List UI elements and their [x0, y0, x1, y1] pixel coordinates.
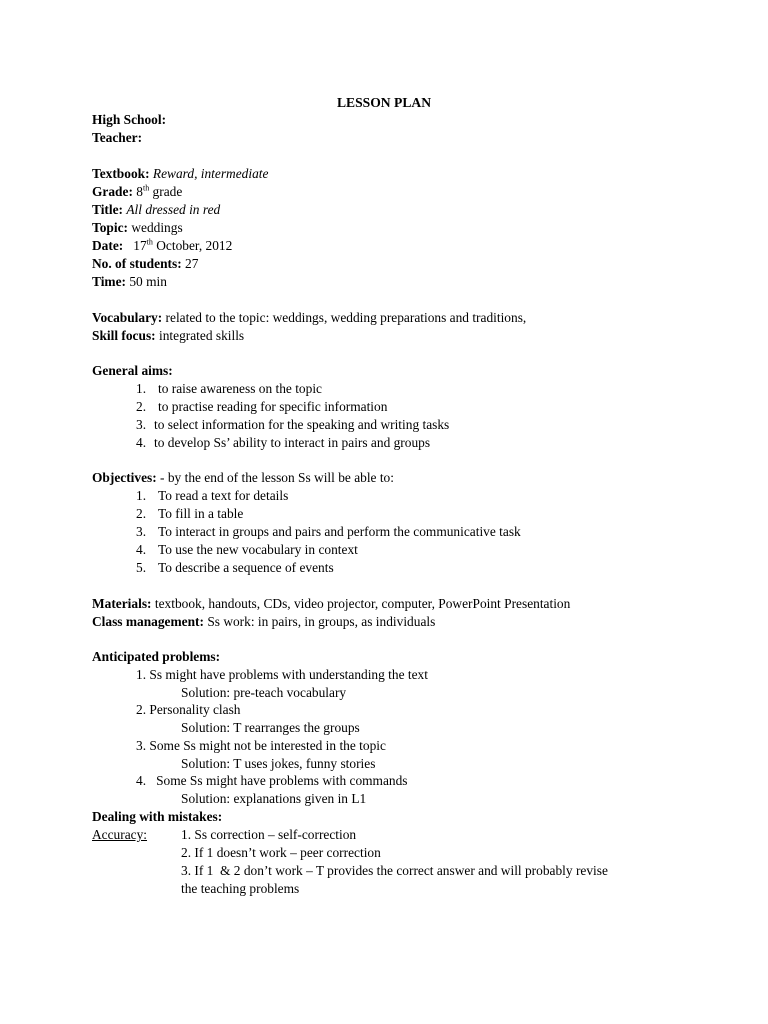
- objective-text: To read a text for details: [158, 488, 289, 503]
- class-management-label: Class management:: [92, 614, 204, 629]
- aim-text: to select information for the speaking and writing tasks: [154, 417, 450, 432]
- mistakes-label: Dealing with mistakes:: [92, 809, 223, 824]
- topic-line: [92, 219, 183, 237]
- skill-focus-label: Skill focus:: [92, 328, 156, 343]
- materials-label: Materials:: [92, 596, 152, 611]
- teacher-label: Teacher:: [92, 130, 143, 145]
- teacher-line: [92, 129, 142, 147]
- objective-item: [136, 541, 358, 559]
- high-school-label: High School:: [92, 112, 167, 127]
- vocabulary-value: related to the topic: weddings, wedding preparations and traditions,: [165, 310, 527, 325]
- aim-item: [136, 380, 322, 398]
- materials-value: textbook, handouts, CDs, video projector, computer, PowerPoint Presentation: [154, 596, 571, 611]
- students-line: [92, 255, 198, 273]
- mistake-item: 3. If 1 & 2 don’t work – T provides the correct answer and will probably revise: [181, 863, 608, 878]
- date-suffix: th: [146, 237, 153, 247]
- solution-item: Solution: T uses jokes, funny stories: [181, 756, 376, 771]
- date-rest: October, 2012: [152, 238, 233, 253]
- objective-item: [136, 523, 521, 541]
- general-aims-heading: [92, 362, 173, 380]
- grade-label: Grade:: [92, 184, 133, 199]
- time-label: Time:: [92, 274, 126, 289]
- time-line: [92, 273, 167, 291]
- general-aims-label: General aims:: [92, 363, 173, 378]
- grade-line: [92, 183, 182, 201]
- aim-item: [136, 398, 387, 416]
- title-value: All dressed in red: [126, 202, 221, 217]
- objective-number: 4.: [136, 542, 147, 557]
- vocabulary-label: Vocabulary:: [92, 310, 163, 325]
- objective-text: To describe a sequence of events: [158, 560, 334, 575]
- topic-label: Topic:: [92, 220, 128, 235]
- aim-number: 3.: [136, 417, 147, 432]
- aim-item: [136, 434, 430, 452]
- skill-focus-value: integrated skills: [158, 328, 245, 343]
- date-number: 17: [133, 238, 147, 253]
- problem-item: 2. Personality clash: [136, 702, 241, 717]
- students-label: No. of students:: [92, 256, 182, 271]
- aim-text: to practise reading for specific information: [158, 399, 388, 414]
- aim-text: to develop Ss’ ability to interact in pairs and groups: [154, 435, 431, 450]
- textbook-line: [92, 165, 268, 183]
- objective-text: To fill in a table: [158, 506, 244, 521]
- objective-text: To interact in groups and pairs and perform the communicative task: [158, 524, 521, 539]
- grade-number: 8: [136, 184, 143, 199]
- materials-line: [92, 595, 570, 613]
- page-title: LESSON PLAN: [336, 95, 432, 110]
- students-value: 27: [185, 256, 199, 271]
- objective-item: [136, 559, 334, 577]
- aim-number: 1.: [136, 381, 147, 396]
- textbook-value: Reward, intermediate: [152, 166, 269, 181]
- problem-item: 3. Some Ss might not be interested in the topic: [136, 738, 386, 753]
- high-school-line: [92, 111, 166, 129]
- problem-item: 1. Ss might have problems with understanding the text: [136, 667, 428, 682]
- solution-item: Solution: explanations given in L1: [181, 791, 367, 806]
- anticipated-label: Anticipated problems:: [92, 649, 221, 664]
- class-management-line: [92, 613, 435, 631]
- topic-value: weddings: [131, 220, 183, 235]
- aim-number: 2.: [136, 399, 147, 414]
- solution-item: Solution: T rearranges the groups: [181, 720, 360, 735]
- solution-item: Solution: pre-teach vocabulary: [181, 685, 347, 700]
- aim-text: to raise awareness on the topic: [158, 381, 322, 396]
- time-value: 50 min: [129, 274, 167, 289]
- objective-number: 3.: [136, 524, 147, 539]
- objective-number: 1.: [136, 488, 147, 503]
- objective-item: [136, 487, 288, 505]
- anticipated-heading: [92, 648, 220, 666]
- problem-item: 4. Some Ss might have problems with commands: [136, 773, 408, 788]
- date-label: Date:: [92, 238, 124, 253]
- mistake-item: 1. Ss correction – self-correction: [181, 827, 357, 842]
- objectives-label: Objectives:: [92, 470, 157, 485]
- grade-rest: grade: [149, 184, 183, 199]
- objective-number: 2.: [136, 506, 147, 521]
- date-line: [92, 237, 232, 255]
- objective-number: 5.: [136, 560, 147, 575]
- grade-suffix: th: [142, 183, 150, 193]
- objectives-heading: [92, 469, 394, 487]
- accuracy-label: Accuracy:: [92, 827, 148, 842]
- class-management-value: Ss work: in pairs, in groups, as individuals: [207, 614, 436, 629]
- skill-focus-line: [92, 327, 244, 345]
- title-line: [92, 201, 220, 219]
- vocabulary-line: [92, 309, 526, 327]
- aim-number: 4.: [136, 435, 147, 450]
- aim-item: [136, 416, 449, 434]
- objective-item: [136, 505, 243, 523]
- mistake-item: 2. If 1 doesn’t work – peer correction: [181, 845, 381, 860]
- textbook-label: Textbook:: [92, 166, 150, 181]
- objectives-intro: - by the end of the lesson Ss will be able to:: [156, 470, 394, 485]
- objective-text: To use the new vocabulary in context: [158, 542, 358, 557]
- mistakes-heading: [92, 808, 222, 826]
- mistake-continuation: the teaching problems: [181, 881, 300, 896]
- title-label: Title:: [92, 202, 123, 217]
